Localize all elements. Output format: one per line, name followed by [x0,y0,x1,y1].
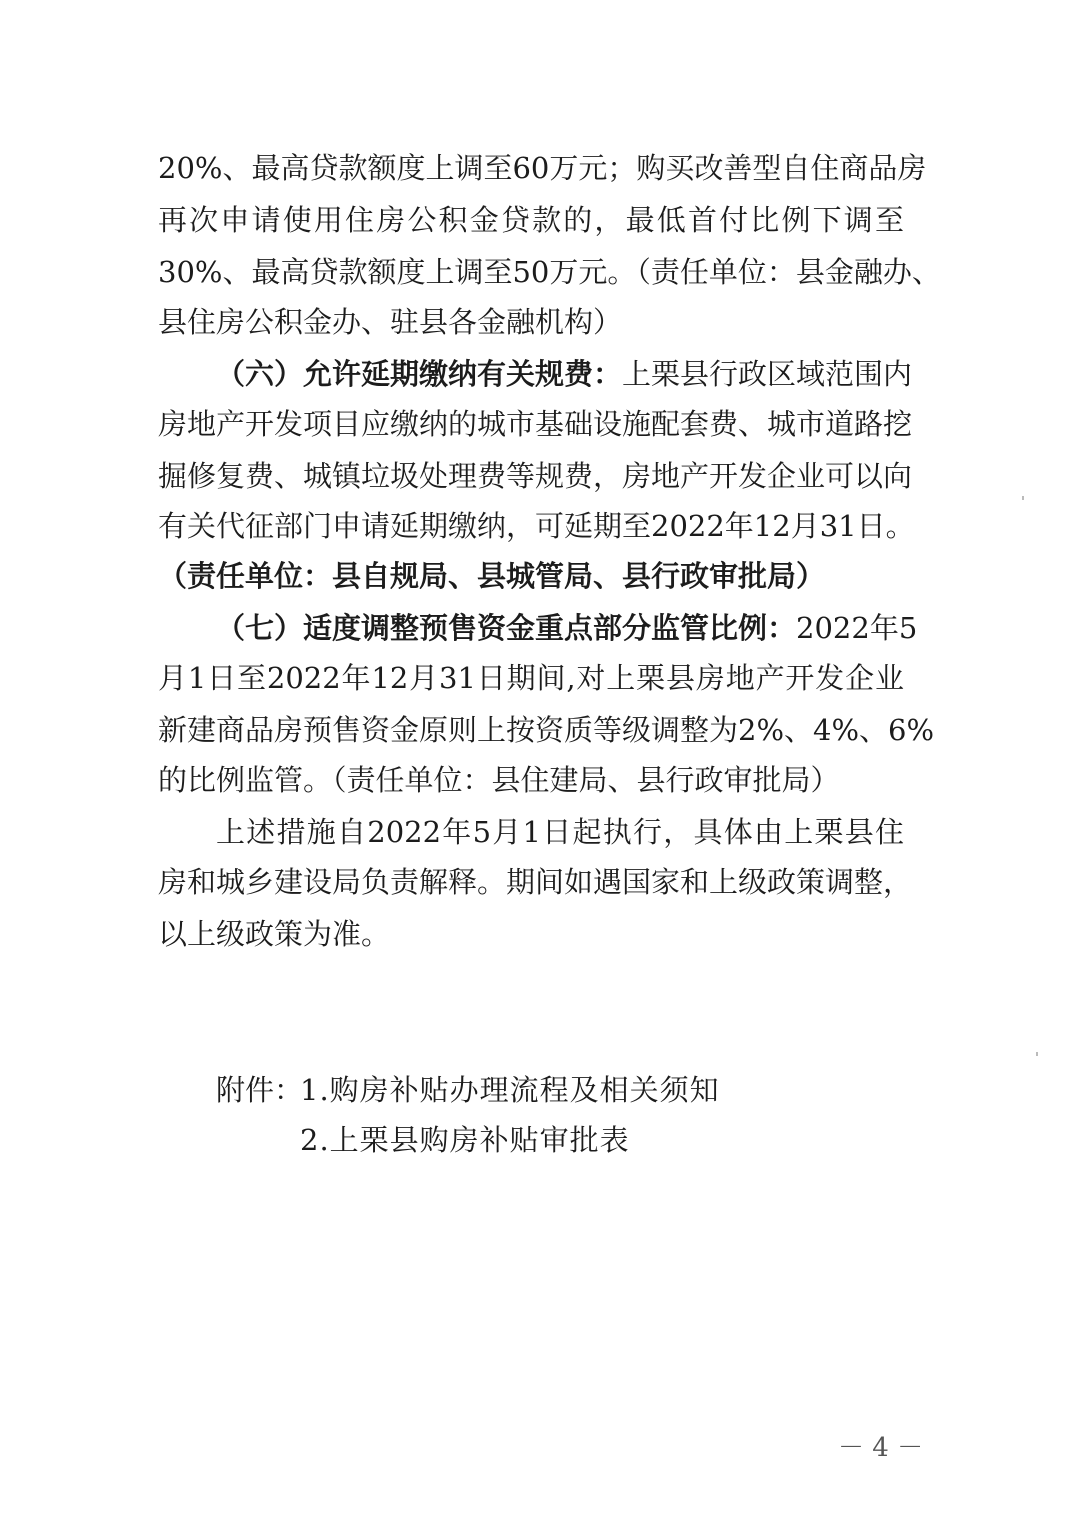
section-seven-line-2: 月1日至2022年12月31日期间,对上栗县房地产开发企业 [158,661,904,695]
paragraph-loan-line-3: 30%、最高贷款额度上调至50万元。（责任单位：县金融办、 [158,255,941,289]
paragraph-loan-line-1: 20%、最高贷款额度上调至60万元；购买改善型自住商品房 [158,151,927,185]
attachment-item-2: 2.上栗县购房补贴审批表 [300,1123,630,1157]
paragraph-loan-line-2: 再次申请使用住房公积金贷款的，最低首付比例下调至 [158,203,904,237]
scan-speck [1036,1052,1038,1056]
section-six-line-1 [216,350,913,398]
section-six-line-3: 掘修复费、城镇垃圾处理费等规费，房地产开发企业可以向 [158,459,913,493]
closing-line-1: 上述措施自2022年5月1日起执行，具体由上栗县住 [216,815,904,849]
attachments-label: 附件： [216,1073,304,1107]
section-six-heading: （六）允许延期缴纳有关规费： [216,357,623,391]
section-six-line-1-text: 上栗县行政区域范围内 [622,357,913,391]
section-six-line-2: 房地产开发项目应缴纳的城市基础设施配套费、城市道路挖 [158,407,913,441]
paragraph-loan-line-4: 县住房公积金办、驻县各金融机构） [158,305,623,339]
page-number: － 4 － [838,1433,924,1463]
section-seven-line-1 [216,604,918,652]
attachment-item-1: 1.购房补贴办理流程及相关须知 [300,1073,720,1107]
closing-line-3: 以上级政策为准。 [158,917,391,951]
section-six-line-4: 有关代征部门申请延期缴纳，可延期至2022年12月31日。 [158,509,915,543]
scan-speck [1022,496,1024,500]
section-six-responsibility: （责任单位：县自规局、县城管局、县行政审批局） [158,559,826,593]
closing-line-2: 房和城乡建设局负责解释。期间如遇国家和上级政策调整， [158,865,913,899]
section-seven-line-1-text: 2022年5 [796,611,918,645]
section-seven-line-4: 的比例监管。（责任单位：县住建局、县行政审批局） [158,763,840,797]
section-seven-line-3: 新建商品房预售资金原则上按资质等级调整为2%、4%、6% [158,713,935,747]
section-seven-heading: （七）适度调整预售资金重点部分监管比例： [216,611,797,645]
